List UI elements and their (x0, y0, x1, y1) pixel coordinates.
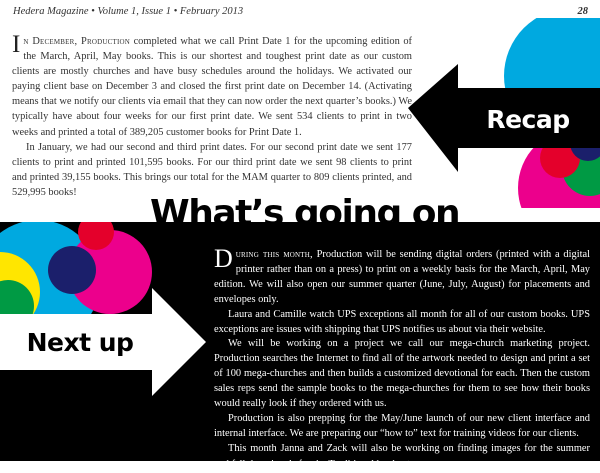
drop-cap: D (214, 244, 233, 273)
next-up-article (214, 244, 590, 473)
red-circle (78, 214, 114, 250)
next-paragraph-4: Production is also prepping for the May/June launch of our new client interface and internal interface. We are preparing our “how to” text for training videos for our clients. (214, 412, 590, 439)
magazine-masthead: Hedera Magazine • Volume 1, Issue 1 • February 2013 (13, 6, 244, 17)
lead-in: n December, Production (23, 36, 131, 47)
recap-paragraph-2: In January, we had our second and third print dates. For our second print date we sent 177 clients to print and printed 101,595 books. For our third print date we sent 98 clients to print and printed 39,155 books. This brings our total for the MAM quarter to 809 clients printed, and 529,995 books! (12, 141, 412, 198)
recap-label: Recap (486, 105, 570, 134)
end-mark-icon: ❧ (406, 457, 417, 470)
next-up-label: Next up (26, 328, 134, 357)
next-paragraph-1-text: Production will be sending digital orders (printed with a digital printer rather than on a press) to print on a weekly basis for the March, April, May edition. We will also open our summer quarter (June, July, August) for placements and envelopes only. (214, 249, 590, 305)
page-number: 28 (577, 6, 588, 17)
recap-graphic (400, 18, 600, 208)
drop-cap: I (12, 31, 21, 58)
recap-article (12, 31, 412, 200)
next-paragraph-2: Laura and Camille watch UPS exceptions all month for all of our custom books. UPS exceptions are issues with shipping that UPS notifies us about via their website. (214, 308, 590, 335)
next-paragraph-5-text: This month Janna and Zack will also be working on finding images for the summer and fall devotionals for the Traditional books. (214, 442, 590, 470)
next-paragraph-1 (214, 244, 590, 308)
recap-paragraph-1-text: completed what we call Print Date 1 for the upcoming edition of the March, April, May books. This is our shortest and toughest print date as our custom clients are mostly churches and have busy schedules around the holidays. We activated our paying client base on December 3 and closed the first print date on December 14. (Activating means that we notify our clients via email that they can now order the next quarter’s books.) We typically have about four weeks for our first print date. We sent 534 clients to print in two weeks and printed a total of 389,205 customer books for Print Date 1. (12, 36, 412, 138)
next-up-graphic (0, 222, 210, 461)
lead-in: uring this month, (235, 249, 313, 260)
next-paragraph-5 (214, 442, 590, 473)
recap-paragraph-1 (12, 31, 412, 140)
next-paragraph-3: We will be working on a project we call our mega-church marketing project. Production searches the Internet to find all of the artwork needed to design and print a set of 100 mega-churches and then builds a customized devotional for each. Then the custom sales reps send the sample books to the mega-churches for them to see how their books would really look if they ordered with us. (214, 338, 590, 410)
navy-circle (48, 246, 96, 294)
headline: What’s going on (150, 193, 460, 234)
